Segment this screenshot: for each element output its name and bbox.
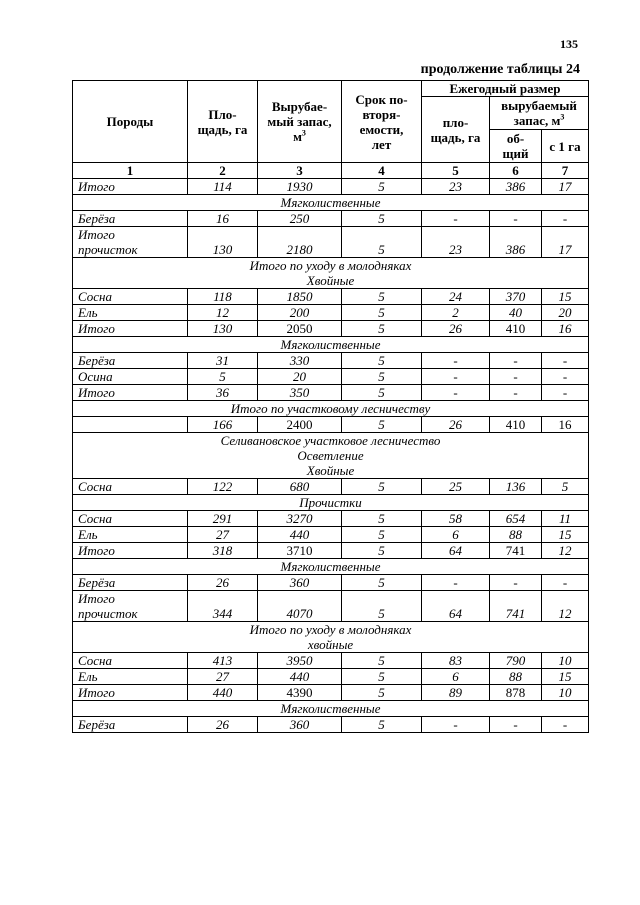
value-cell: 344 — [188, 591, 258, 622]
value-cell: 360 — [258, 575, 342, 591]
species-line: Сосна — [78, 479, 112, 494]
table-row — [73, 353, 589, 369]
section-caption — [73, 622, 589, 653]
value-cell: 122 — [188, 479, 258, 495]
value-cell: 17 — [542, 227, 589, 258]
caption-line: Мягколиственные — [280, 337, 381, 352]
value-cell: - — [422, 353, 490, 369]
value-cell: 136 — [490, 479, 542, 495]
value-cell: 5 — [342, 369, 422, 385]
value-cell: - — [542, 369, 589, 385]
value-cell: 23 — [422, 227, 490, 258]
value-cell: 5 — [342, 353, 422, 369]
species-line: Сосна — [78, 653, 112, 668]
value-cell: 5 — [342, 653, 422, 669]
superscript: 3 — [560, 112, 565, 122]
caption-line: Прочистки — [299, 495, 362, 510]
value-cell: 790 — [490, 653, 542, 669]
value-cell: - — [490, 211, 542, 227]
value-cell: - — [422, 717, 490, 733]
table-row — [73, 591, 589, 622]
value-cell: 878 — [490, 685, 542, 701]
value-cell: 5 — [342, 527, 422, 543]
header-line: вторя- — [362, 106, 401, 122]
value-cell: - — [542, 211, 589, 227]
table-row — [73, 417, 589, 433]
value-cell: - — [422, 385, 490, 401]
value-cell: - — [490, 575, 542, 591]
species-line: Сосна — [78, 511, 112, 526]
species-line: Итого — [78, 685, 115, 700]
caption-line: хвойные — [307, 637, 354, 652]
table-caption: продолжение таблицы 24 — [420, 62, 580, 77]
column-number: 1 — [73, 163, 188, 179]
value-cell: 360 — [258, 717, 342, 733]
header-line: щадь, га — [197, 121, 248, 137]
header-line: Пло- — [208, 106, 237, 122]
value-cell: 6 — [422, 669, 490, 685]
species-cell — [73, 321, 188, 337]
species-cell — [73, 369, 188, 385]
value-cell: - — [490, 717, 542, 733]
section-caption-row — [73, 622, 589, 653]
value-cell: 15 — [542, 669, 589, 685]
caption-line: Итого по уходу в молодняках — [249, 258, 412, 273]
table-row — [73, 179, 589, 195]
value-cell: 2180 — [258, 227, 342, 258]
species-line: Итого — [78, 179, 115, 194]
species-line: Ель — [78, 305, 98, 320]
table-row — [73, 369, 589, 385]
table-row — [73, 211, 589, 227]
value-cell: 25 — [422, 479, 490, 495]
species-cell — [73, 479, 188, 495]
value-cell: 12 — [542, 591, 589, 622]
section-caption — [73, 401, 589, 417]
species-line: Итого — [78, 227, 115, 242]
species-cell — [73, 575, 188, 591]
caption-line: Мягколиственные — [280, 195, 381, 210]
species-line: Итого — [78, 543, 115, 558]
species-line: Ель — [78, 669, 98, 684]
value-cell: 5 — [342, 385, 422, 401]
value-cell: 250 — [258, 211, 342, 227]
value-cell: 5 — [342, 305, 422, 321]
value-cell: 16 — [542, 321, 589, 337]
value-cell: 2050 — [258, 321, 342, 337]
value-cell: 440 — [258, 527, 342, 543]
value-cell: 26 — [422, 417, 490, 433]
value-cell: 5 — [342, 591, 422, 622]
header-felled-stock — [258, 81, 342, 163]
table-row — [73, 653, 589, 669]
section-caption — [73, 195, 589, 211]
value-cell: 386 — [490, 227, 542, 258]
value-cell: 16 — [542, 417, 589, 433]
column-number: 6 — [490, 163, 542, 179]
value-cell: 4070 — [258, 591, 342, 622]
value-cell: 26 — [188, 717, 258, 733]
header-line: об- — [506, 131, 525, 146]
value-cell: 3950 — [258, 653, 342, 669]
header-line: Срок по- — [355, 91, 408, 107]
table-row — [73, 479, 589, 495]
value-cell: 350 — [258, 385, 342, 401]
section-caption-row — [73, 701, 589, 717]
header-species: Породы — [73, 81, 188, 163]
caption-line: Итого по уходу в молодняках — [249, 622, 412, 637]
section-caption — [73, 559, 589, 575]
header-line: вырубаемый — [501, 98, 577, 113]
value-cell: 3710 — [258, 543, 342, 559]
species-line: Осина — [78, 369, 113, 384]
species-cell — [73, 289, 188, 305]
column-number: 3 — [258, 163, 342, 179]
value-cell: - — [542, 575, 589, 591]
header-line: щий — [502, 146, 529, 161]
value-cell: 741 — [490, 543, 542, 559]
section-caption — [73, 495, 589, 511]
value-cell: 166 — [188, 417, 258, 433]
table-row — [73, 527, 589, 543]
section-caption-row — [73, 401, 589, 417]
header-line: Вырубае- — [271, 99, 328, 114]
value-cell: 36 — [188, 385, 258, 401]
value-cell: 440 — [188, 685, 258, 701]
caption-line: Мягколиственные — [280, 559, 381, 574]
section-caption-row — [73, 559, 589, 575]
value-cell: 26 — [188, 575, 258, 591]
section-caption-row — [73, 433, 589, 479]
species-line: Берёза — [78, 575, 116, 590]
value-cell: 27 — [188, 669, 258, 685]
species-cell — [73, 543, 188, 559]
value-cell: - — [542, 385, 589, 401]
value-cell: 410 — [490, 321, 542, 337]
value-cell: 83 — [422, 653, 490, 669]
value-cell: 130 — [188, 227, 258, 258]
value-cell: 5 — [542, 479, 589, 495]
table-row — [73, 385, 589, 401]
value-cell: 654 — [490, 511, 542, 527]
value-cell: - — [422, 369, 490, 385]
value-cell: 5 — [342, 289, 422, 305]
superscript: 3 — [301, 128, 306, 138]
value-cell: 5 — [342, 321, 422, 337]
species-line: Ель — [78, 527, 98, 542]
value-cell: 88 — [490, 669, 542, 685]
value-cell: 88 — [490, 527, 542, 543]
header-line: $м^3$ — [293, 128, 306, 144]
value-cell: 40 — [490, 305, 542, 321]
column-numbers-row — [73, 163, 589, 179]
header-annual-size: Ежегодный размер — [422, 81, 589, 97]
species-cell — [73, 353, 188, 369]
value-cell: 370 — [490, 289, 542, 305]
species-line: Итого — [78, 591, 115, 606]
section-caption — [73, 701, 589, 717]
value-cell: 2400 — [258, 417, 342, 433]
table-row — [73, 575, 589, 591]
value-cell: 413 — [188, 653, 258, 669]
value-cell: 12 — [188, 305, 258, 321]
value-cell: 5 — [342, 179, 422, 195]
value-cell: 27 — [188, 527, 258, 543]
species-cell — [73, 685, 188, 701]
value-cell: 680 — [258, 479, 342, 495]
header-line: емости, — [359, 121, 404, 137]
species-line: Берёза — [78, 211, 116, 226]
value-cell: 440 — [258, 669, 342, 685]
page-number: 135 — [560, 37, 578, 51]
value-cell: 5 — [342, 417, 422, 433]
value-cell: 64 — [422, 591, 490, 622]
species-cell — [73, 417, 188, 433]
table-row — [73, 669, 589, 685]
value-cell: 12 — [542, 543, 589, 559]
caption-line: Селивановское участковое лесничество — [220, 433, 441, 448]
table-row — [73, 685, 589, 701]
value-cell: - — [490, 369, 542, 385]
value-cell: 5 — [342, 227, 422, 258]
value-cell: 200 — [258, 305, 342, 321]
value-cell: 58 — [422, 511, 490, 527]
value-cell: 741 — [490, 591, 542, 622]
header-line: лет — [371, 136, 392, 152]
value-cell: 5 — [342, 211, 422, 227]
value-cell: - — [490, 353, 542, 369]
caption-line: Хвойные — [306, 463, 355, 478]
value-cell: 16 — [188, 211, 258, 227]
value-cell: 6 — [422, 527, 490, 543]
species-line: Берёза — [78, 353, 116, 368]
species-cell — [73, 591, 188, 622]
header-annual-total — [490, 130, 542, 163]
value-cell: 5 — [188, 369, 258, 385]
header-area — [188, 81, 258, 163]
value-cell: 23 — [422, 179, 490, 195]
species-line: Сосна — [78, 289, 112, 304]
species-cell — [73, 653, 188, 669]
value-cell: - — [542, 353, 589, 369]
value-cell: 4390 — [258, 685, 342, 701]
value-cell: - — [422, 211, 490, 227]
value-cell: 10 — [542, 685, 589, 701]
section-caption — [73, 433, 589, 479]
table-row — [73, 289, 589, 305]
value-cell: 5 — [342, 575, 422, 591]
value-cell: 17 — [542, 179, 589, 195]
table-body — [73, 179, 589, 733]
species-cell — [73, 511, 188, 527]
section-caption-row — [73, 337, 589, 353]
value-cell: 10 — [542, 653, 589, 669]
section-caption-row — [73, 258, 589, 289]
column-number: 4 — [342, 163, 422, 179]
column-number: 5 — [422, 163, 490, 179]
value-cell: 130 — [188, 321, 258, 337]
value-cell: 2 — [422, 305, 490, 321]
value-cell: 5 — [342, 543, 422, 559]
table-row — [73, 511, 589, 527]
value-cell: - — [542, 717, 589, 733]
species-cell — [73, 385, 188, 401]
section-caption-row — [73, 495, 589, 511]
section-caption-row — [73, 195, 589, 211]
table-row — [73, 543, 589, 559]
header-period — [342, 81, 422, 163]
value-cell: 386 — [490, 179, 542, 195]
header-annual-stock — [490, 97, 589, 130]
table-row — [73, 305, 589, 321]
value-cell: 410 — [490, 417, 542, 433]
column-number: 7 — [542, 163, 589, 179]
value-cell: 64 — [422, 543, 490, 559]
column-number: 2 — [188, 163, 258, 179]
value-cell: 20 — [258, 369, 342, 385]
value-cell: 5 — [342, 479, 422, 495]
value-cell: 11 — [542, 511, 589, 527]
caption-line: Осветление — [297, 448, 364, 463]
value-cell: 1850 — [258, 289, 342, 305]
species-line: Итого — [78, 385, 115, 400]
value-cell: 118 — [188, 289, 258, 305]
species-cell — [73, 227, 188, 258]
value-cell: 15 — [542, 289, 589, 305]
header-line: пло- — [442, 114, 469, 130]
species-cell — [73, 179, 188, 195]
data-table — [72, 80, 589, 733]
value-cell: - — [422, 575, 490, 591]
value-cell: 24 — [422, 289, 490, 305]
species-cell — [73, 305, 188, 321]
value-cell: 318 — [188, 543, 258, 559]
species-line: Берёза — [78, 717, 116, 732]
species-cell — [73, 717, 188, 733]
value-cell: 31 — [188, 353, 258, 369]
value-cell: 1930 — [258, 179, 342, 195]
species-cell — [73, 669, 188, 685]
header-line: щадь, га — [430, 129, 481, 145]
caption-line: Итого по участковому лесничеству — [230, 401, 431, 416]
value-cell: 5 — [342, 669, 422, 685]
value-cell: 5 — [342, 685, 422, 701]
value-cell: 20 — [542, 305, 589, 321]
value-cell: 26 — [422, 321, 490, 337]
caption-line: Хвойные — [306, 273, 355, 288]
section-caption — [73, 258, 589, 289]
value-cell: 89 — [422, 685, 490, 701]
value-cell: 330 — [258, 353, 342, 369]
section-caption — [73, 337, 589, 353]
header-annual-per-ha: с 1 га — [542, 130, 589, 163]
species-line: Итого — [78, 321, 115, 336]
species-line: прочисток — [78, 242, 138, 257]
value-cell: - — [490, 385, 542, 401]
table-row — [73, 717, 589, 733]
species-cell — [73, 211, 188, 227]
header-annual-area — [422, 97, 490, 163]
header-line: мый запас, — [267, 114, 332, 129]
table-row — [73, 321, 589, 337]
value-cell: 15 — [542, 527, 589, 543]
caption-line: Мягколиственные — [280, 701, 381, 716]
value-cell: 5 — [342, 717, 422, 733]
value-cell: 3270 — [258, 511, 342, 527]
value-cell: 291 — [188, 511, 258, 527]
table-row — [73, 227, 589, 258]
value-cell: 114 — [188, 179, 258, 195]
header-line: запас, $м^3$ — [513, 112, 565, 128]
species-line: прочисток — [78, 606, 138, 621]
species-cell — [73, 527, 188, 543]
value-cell: 5 — [342, 511, 422, 527]
